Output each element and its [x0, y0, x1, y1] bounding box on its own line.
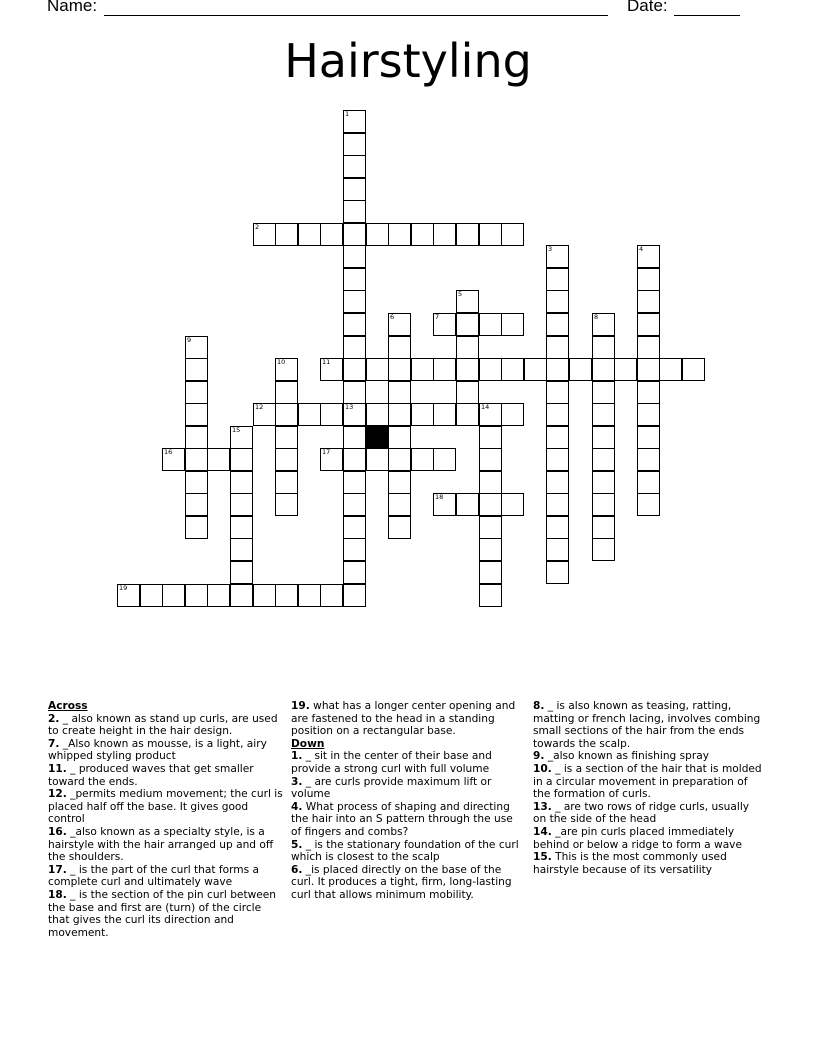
grid-cell[interactable]	[659, 358, 682, 381]
clue-text: This is the most commonly used hairstyle because of its versatility	[533, 851, 727, 876]
grid-cell[interactable]	[320, 448, 343, 471]
grid-cell[interactable]	[275, 448, 298, 471]
grid-cell[interactable]	[546, 290, 569, 313]
clue-number: 1.	[291, 750, 303, 763]
grid-cell[interactable]	[637, 358, 660, 381]
grid-cell[interactable]	[456, 290, 479, 313]
grid-cell[interactable]	[275, 426, 298, 449]
grid-cell[interactable]	[185, 358, 208, 381]
clue-number: 19.	[291, 700, 310, 712]
grid-cell[interactable]	[637, 313, 660, 336]
clue-text: _ are curls provide maximum lift or volume	[291, 775, 492, 801]
cell-number: 14	[481, 403, 490, 411]
grid-cell[interactable]	[524, 358, 547, 381]
date-label: Date:	[627, 0, 668, 15]
grid-cell[interactable]	[501, 493, 524, 516]
clue-text: _also known as a specialty style, is a hairstyle with the hair arranged up and off the shoulders.	[48, 825, 274, 864]
grid-cell[interactable]	[411, 448, 434, 471]
grid-cell[interactable]	[298, 403, 321, 426]
cell-number: 12	[255, 403, 264, 411]
grid-cell[interactable]	[592, 381, 615, 404]
clue-text: what has a longer center opening and are fastened to the head in a standing position on a rectangular base.	[291, 700, 516, 738]
grid-cell[interactable]	[343, 223, 366, 246]
grid-cell[interactable]	[479, 313, 502, 336]
grid-cell[interactable]	[546, 471, 569, 494]
grid-cell[interactable]	[637, 471, 660, 494]
grid-cell[interactable]	[546, 381, 569, 404]
grid-cell[interactable]	[275, 381, 298, 404]
grid-cell[interactable]	[230, 538, 253, 561]
cell-number: 10	[277, 358, 286, 366]
grid-cell[interactable]	[411, 223, 434, 246]
grid-cell[interactable]	[501, 358, 524, 381]
grid-cell[interactable]	[388, 426, 411, 449]
grid-cell[interactable]	[343, 493, 366, 516]
grid-cell[interactable]	[275, 358, 298, 381]
grid-cell[interactable]	[185, 336, 208, 359]
grid-cell[interactable]	[253, 223, 276, 246]
clue-across-12	[48, 788, 284, 826]
clue-down-9	[533, 750, 765, 763]
clue-number: 12.	[48, 788, 67, 801]
grid-cell[interactable]	[433, 493, 456, 516]
grid-cell[interactable]	[592, 336, 615, 359]
grid-cell[interactable]	[546, 538, 569, 561]
clue-down-5	[291, 839, 523, 864]
clue-number: 8.	[533, 700, 545, 712]
grid-cell[interactable]	[411, 403, 434, 426]
grid-cell[interactable]	[275, 223, 298, 246]
grid-cell[interactable]	[185, 426, 208, 449]
grid-cell[interactable]	[185, 381, 208, 404]
cell-number: 15	[232, 426, 241, 434]
cell-number: 4	[639, 245, 644, 253]
grid-cell[interactable]	[343, 155, 366, 178]
grid-cell[interactable]	[230, 584, 253, 607]
clue-text: _ is the section of the pin curl between the base and first are (turn) of the circle that gives the curl its direction and movement.	[48, 888, 277, 939]
name-label: Name:	[47, 0, 98, 15]
grid-cell[interactable]	[185, 493, 208, 516]
cell-number: 17	[322, 448, 331, 456]
grid-cell[interactable]	[479, 426, 502, 449]
clue-text: _ produced waves that get smaller toward the ends.	[48, 762, 254, 788]
grid-cell[interactable]	[479, 516, 502, 539]
grid-cell[interactable]	[592, 403, 615, 426]
clue-down-1	[291, 750, 523, 775]
grid-cell[interactable]	[343, 381, 366, 404]
grid-cell[interactable]	[546, 403, 569, 426]
grid-cell[interactable]	[592, 448, 615, 471]
clue-number: 16.	[48, 825, 67, 838]
grid-cell[interactable]	[546, 426, 569, 449]
clue-number: 14.	[533, 825, 552, 838]
name-blank[interactable]	[104, 15, 608, 16]
date-blank[interactable]	[674, 15, 740, 16]
grid-cell[interactable]	[343, 358, 366, 381]
grid-cell[interactable]	[456, 493, 479, 516]
clue-number: 6.	[291, 863, 303, 876]
grid-cell[interactable]	[230, 493, 253, 516]
grid-cell[interactable]	[682, 358, 705, 381]
clue-text: _ is the stationary foundation of the curl which is closest to the scalp	[291, 838, 519, 864]
grid-cell[interactable]	[592, 493, 615, 516]
grid-cell[interactable]	[388, 448, 411, 471]
grid-cell[interactable]	[275, 584, 298, 607]
grid-cell[interactable]	[637, 245, 660, 268]
clue-across-2	[48, 713, 284, 738]
grid-cell[interactable]	[230, 516, 253, 539]
clue-down-8	[533, 700, 765, 750]
clue-text: _is placed directly on the base of the curl. It produces a tight, firm, long-lasting curl that allows minimum mobility.	[291, 863, 512, 901]
grid-cell[interactable]	[637, 290, 660, 313]
page-title: Hairstyling	[284, 34, 532, 88]
grid-cell[interactable]	[185, 516, 208, 539]
clue-across-16	[48, 826, 284, 864]
clue-down-4	[291, 801, 523, 839]
grid-cell[interactable]	[388, 223, 411, 246]
grid-cell[interactable]	[343, 133, 366, 156]
grid-cell[interactable]	[343, 245, 366, 268]
grid-cell[interactable]	[546, 268, 569, 291]
cell-number: 19	[119, 584, 128, 592]
cell-number: 2	[255, 223, 260, 231]
grid-cell[interactable]	[366, 448, 389, 471]
grid-cell[interactable]	[614, 358, 637, 381]
grid-cell[interactable]	[456, 403, 479, 426]
clue-text: _permits medium movement; the curl is placed half off the base. It gives good control	[48, 788, 283, 826]
grid-cell[interactable]	[456, 358, 479, 381]
cell-number: 7	[435, 313, 440, 321]
cell-number: 11	[322, 358, 331, 366]
grid-cell[interactable]	[343, 426, 366, 449]
grid-cell[interactable]	[433, 313, 456, 336]
cell-number: 6	[390, 313, 395, 321]
grid-cell[interactable]	[162, 448, 185, 471]
grid-cell[interactable]	[546, 245, 569, 268]
grid-cell[interactable]	[343, 313, 366, 336]
clue-number: 7.	[48, 737, 60, 750]
grid-cell[interactable]	[479, 358, 502, 381]
grid-cell[interactable]	[343, 178, 366, 201]
grid-cell[interactable]	[433, 358, 456, 381]
grid-cell[interactable]	[343, 336, 366, 359]
grid-cell[interactable]	[230, 426, 253, 449]
clue-text: _are pin curls placed immediately behind or below a ridge to form a wave	[533, 825, 742, 851]
clue-down-14	[533, 826, 765, 851]
grid-cell[interactable]	[592, 358, 615, 381]
grid-cell[interactable]	[320, 584, 343, 607]
grid-cell[interactable]	[479, 223, 502, 246]
clue-down-10	[533, 763, 765, 801]
grid-cell[interactable]	[546, 561, 569, 584]
grid-cell[interactable]	[411, 358, 434, 381]
grid-cell[interactable]	[546, 493, 569, 516]
grid-cell[interactable]	[343, 584, 366, 607]
grid-cell[interactable]	[343, 516, 366, 539]
clue-number: 11.	[48, 762, 67, 775]
grid-cell[interactable]	[275, 403, 298, 426]
grid-cell[interactable]	[207, 448, 230, 471]
grid-cell[interactable]	[388, 336, 411, 359]
grid-cell[interactable]	[185, 403, 208, 426]
grid-cell[interactable]	[569, 358, 592, 381]
clue-number: 4.	[291, 800, 303, 813]
down-heading: Down	[291, 737, 325, 750]
grid-cell[interactable]	[433, 403, 456, 426]
clue-across-7	[48, 738, 284, 763]
grid-cell[interactable]	[343, 290, 366, 313]
clue-text: _ is also known as teasing, ratting, matting or french lacing, involves combing small sections of the hair from the ends towards the scalp.	[533, 700, 761, 750]
grid-cell[interactable]	[343, 268, 366, 291]
grid-cell[interactable]	[637, 448, 660, 471]
grid-cell[interactable]	[637, 426, 660, 449]
clue-down-13	[533, 801, 765, 826]
clue-number: 10.	[533, 762, 552, 775]
grid-cell[interactable]	[433, 223, 456, 246]
grid-cell[interactable]	[479, 403, 502, 426]
cell-number: 18	[435, 493, 444, 501]
clue-across-19	[291, 700, 523, 738]
grid-cell[interactable]	[343, 471, 366, 494]
grid-cell[interactable]	[388, 381, 411, 404]
grid-cell[interactable]	[253, 584, 276, 607]
clue-text: _also known as finishing spray	[547, 750, 710, 763]
grid-cell[interactable]	[637, 381, 660, 404]
grid-cell[interactable]	[185, 584, 208, 607]
grid-cell[interactable]	[388, 471, 411, 494]
grid-cell[interactable]	[388, 358, 411, 381]
clue-number: 15.	[533, 851, 552, 864]
grid-cell[interactable]	[479, 493, 502, 516]
clue-down-3	[291, 776, 523, 801]
grid-cell[interactable]	[298, 223, 321, 246]
grid-cell[interactable]	[592, 516, 615, 539]
grid-cell[interactable]	[207, 584, 230, 607]
grid-cell[interactable]	[479, 538, 502, 561]
grid-cell[interactable]	[637, 268, 660, 291]
grid-cell[interactable]	[343, 448, 366, 471]
grid-cell[interactable]	[546, 336, 569, 359]
clue-number: 2.	[48, 712, 60, 725]
grid-cell[interactable]	[275, 471, 298, 494]
clue-text: _ is the part of the curl that forms a complete curl and ultimately wave	[48, 863, 259, 889]
cell-number: 5	[458, 290, 463, 298]
grid-cell[interactable]	[343, 110, 366, 133]
cell-number: 16	[164, 448, 173, 456]
clue-across-11	[48, 763, 284, 788]
grid-cell[interactable]	[388, 516, 411, 539]
grid-cell[interactable]	[501, 223, 524, 246]
clue-number: 3.	[291, 775, 303, 788]
grid-cell[interactable]	[185, 471, 208, 494]
grid-cell[interactable]	[637, 336, 660, 359]
grid-cell[interactable]	[501, 403, 524, 426]
grid-cell[interactable]	[592, 538, 615, 561]
clue-down-6	[291, 864, 523, 902]
grid-cell[interactable]	[366, 358, 389, 381]
grid-cell[interactable]	[637, 493, 660, 516]
black-cell	[366, 426, 389, 449]
clue-number: 5.	[291, 838, 303, 851]
clue-number: 9.	[533, 750, 545, 763]
grid-cell[interactable]	[388, 313, 411, 336]
clue-across-17	[48, 864, 284, 889]
across-heading: Across	[48, 700, 88, 712]
cell-number: 1	[345, 110, 350, 118]
grid-cell[interactable]	[343, 561, 366, 584]
clue-text: _ are two rows of ridge curls, usually on the side of the head	[533, 800, 750, 826]
grid-cell[interactable]	[388, 493, 411, 516]
clue-text: _ also known as stand up curls, are used to create height in the hair design.	[48, 712, 278, 738]
grid-cell[interactable]	[592, 471, 615, 494]
grid-cell[interactable]	[343, 200, 366, 223]
clues-column-2	[291, 700, 523, 902]
clue-number: 18.	[48, 888, 67, 901]
grid-cell[interactable]	[479, 584, 502, 607]
grid-cell[interactable]	[320, 358, 343, 381]
grid-cell[interactable]	[546, 358, 569, 381]
grid-cell[interactable]	[320, 403, 343, 426]
grid-cell[interactable]	[230, 471, 253, 494]
grid-cell[interactable]	[456, 223, 479, 246]
grid-cell[interactable]	[366, 223, 389, 246]
grid-cell[interactable]	[637, 403, 660, 426]
clues-column-1	[48, 700, 284, 939]
cell-number: 3	[548, 245, 553, 253]
grid-cell[interactable]	[546, 313, 569, 336]
grid-cell[interactable]	[366, 403, 389, 426]
grid-cell[interactable]	[479, 448, 502, 471]
grid-cell[interactable]	[117, 584, 140, 607]
grid-cell[interactable]	[140, 584, 163, 607]
clue-text: What process of shaping and directing the hair into an S pattern through the use of fingers and combs?	[291, 800, 513, 838]
clue-number: 17.	[48, 863, 67, 876]
grid-cell[interactable]	[185, 448, 208, 471]
grid-cell[interactable]	[592, 313, 615, 336]
grid-cell[interactable]	[253, 403, 276, 426]
grid-cell[interactable]	[230, 561, 253, 584]
grid-cell[interactable]	[343, 403, 366, 426]
clue-text: _ is a section of the hair that is molded in a circular movement in preparation of the formation of curls.	[533, 762, 762, 801]
grid-cell[interactable]	[479, 471, 502, 494]
grid-cell[interactable]	[592, 426, 615, 449]
grid-cell[interactable]	[320, 223, 343, 246]
grid-cell[interactable]	[546, 516, 569, 539]
grid-cell[interactable]	[275, 493, 298, 516]
clue-down-15	[533, 851, 765, 876]
clue-number: 13.	[533, 800, 552, 813]
cell-number: 9	[187, 336, 192, 344]
clue-text: _Also known as mousse, is a light, airy whipped styling product	[48, 737, 267, 763]
grid-cell[interactable]	[501, 313, 524, 336]
grid-cell[interactable]	[230, 448, 253, 471]
grid-cell[interactable]	[343, 538, 366, 561]
grid-cell[interactable]	[433, 448, 456, 471]
grid-cell[interactable]	[479, 561, 502, 584]
cell-number: 8	[594, 313, 599, 321]
grid-cell[interactable]	[546, 448, 569, 471]
cell-number: 13	[345, 403, 354, 411]
grid-cell[interactable]	[456, 381, 479, 404]
grid-cell[interactable]	[456, 336, 479, 359]
grid-cell[interactable]	[388, 403, 411, 426]
grid-cell[interactable]	[298, 584, 321, 607]
clue-across-18	[48, 889, 284, 939]
grid-cell[interactable]	[456, 313, 479, 336]
clue-text: _ sit in the center of their base and provide a strong curl with full volume	[291, 750, 492, 775]
grid-cell[interactable]	[162, 584, 185, 607]
clues-column-3	[533, 700, 765, 876]
